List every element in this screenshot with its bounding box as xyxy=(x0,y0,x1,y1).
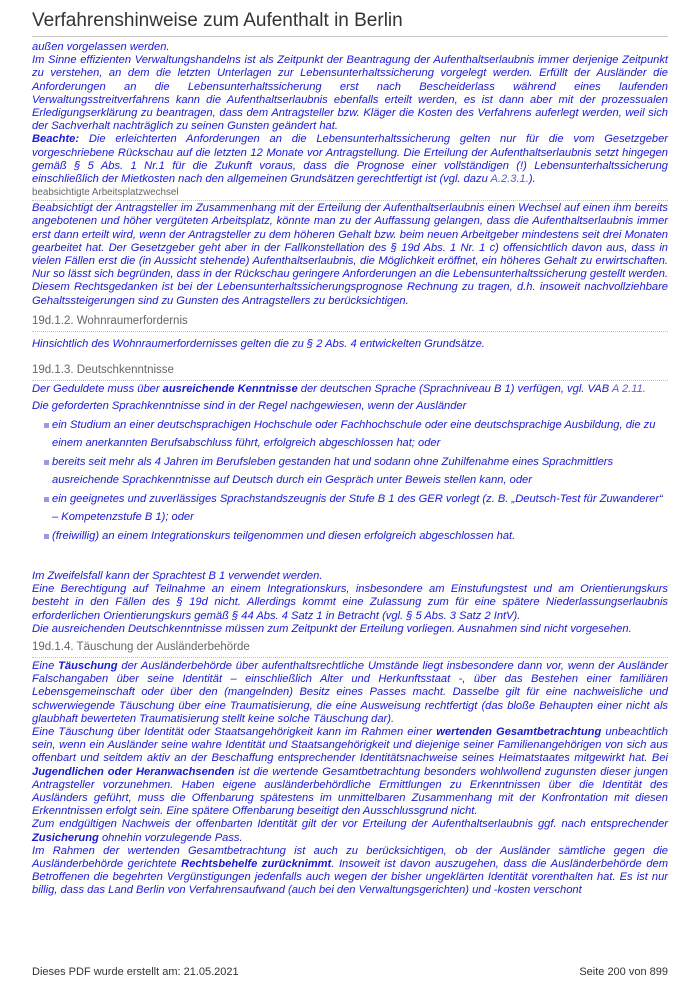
paragraph-text: Eine Täuschung über Identität oder Staatsangehörigkeit kann im Rahmen einer xyxy=(32,726,437,738)
paragraph-beachte xyxy=(32,133,668,186)
list-item: ein geeignetes und zuverlässiges Sprachstandszeugnis der Stufe B 1 des GER vorlegt (z. B. „Deutsch-Test für Zuwanderer“ – Kompetenzstufe B 1); oder xyxy=(44,491,668,526)
paragraph-text: Eine xyxy=(32,659,59,672)
section-heading: 19d.1.3. Deutschkenntnisse xyxy=(32,363,668,381)
bold-text: Rechtsbehelfe zurücknimmt xyxy=(181,858,332,871)
document-body xyxy=(32,41,668,898)
paragraph: Im Sinne effizienten Verwaltungshandelns ist als Zeitpunkt der Beantragung der Aufenthaltserlaubnis immer derjenige Zeitpunkt zu verstehen, an dem die letzten Unterlagen zur Lebensunterhaltssicherung vorgelegt werden. Erfüllt der Ausländer die Anforderungen an die Lebensunterhaltssicherung erst nach Bescheiderlass während eines laufenden Verwaltungsstreitverfahrens kann die Aufenthaltserlaubnis ebenfalls erteilt werden, es ist dann aber mit der prozessualen Erledigungserklärung zu beantragen, dass dem Antragsteller bzw. Kläger die Kosten des Verfahrens auferlegt werden, weil sich der Sachverhalt nachträglich zu seinen Gunsten geändert hat. xyxy=(32,54,668,133)
paragraph xyxy=(32,660,668,726)
paragraph-text: Die erleichterten Anforderungen an die Lebensunterhaltssicherung gelten nur für die vom Gesetzgeber vorgeschriebene Rückschau auf die letzten 12 Monate vor Antragstellung. Die Erteilung der Aufenthaltserlaubnis setzt hingegen gemäß § 5 Abs. 1 Nr.1 für die Zukunft voraus, dass die Prognose einer vollständigen (!) Lebensunterhaltssicherung einschließlich der Mietkosten nach den allgemeinen Grundsätzen gerechtfertigt ist (vgl. dazu xyxy=(32,133,668,186)
paragraph: Die geforderten Sprachkenntnisse sind in der Regel nachgewiesen, wenn der Ausländer xyxy=(32,400,467,413)
page-title: Verfahrenshinweise zum Aufenthalt in Berlin xyxy=(32,10,403,31)
list-item: ein Studium an einer deutschsprachigen Hochschule oder Fachhochschule oder eine deutschsprachige Ausbildung, die zu einem anerkannten Berufsabschluss führt, erfolgreich abgeschlossen hat; oder xyxy=(44,417,668,452)
footer-page-number: Seite 200 von 899 xyxy=(579,966,668,978)
section-heading: 19d.1.4. Täuschung der Ausländerbehörde xyxy=(32,640,668,658)
paragraph xyxy=(32,845,668,898)
page-header xyxy=(32,10,668,37)
beachte-label: Beachte: xyxy=(32,133,80,146)
reference-link[interactable]: A 2.11. xyxy=(611,383,646,396)
paragraph: Im Zweifelsfall kann der Sprachtest B 1 verwendet werden. xyxy=(32,569,323,582)
bold-text: Jugendlichen oder Heranwachsenden xyxy=(32,765,235,778)
paragraph-text: . Insoweit ist davon auszugehen, dass die Ausländerbehörde dem Betroffenen die begehrten Vergünstigungen jedenfalls auch wegen der bisher ungeklärten Identität vorenthalten hat. Es ist nur billig, dass das Land Berlin von Verfahrensaufwand (auch bei den Verwaltungsgerichten) und -kosten verschont xyxy=(32,858,668,897)
paragraph: Eine Berechtigung auf Teilnahme an einem Integrationskurs, insbesondere am Einstufungstest und am Orientierungskurs besteht in den Fällen des § 19d nicht. Allerdings kommt eine Zulassung zum für eine spätere Niederlassungserlaubnis erforderlichen Orientierungskurs gemäß § 44 Abs. 4 Satz 1 in Betracht (vgl. § 5 Abs. 3 Satz 2 IntV). xyxy=(32,583,668,622)
list-item: (freiwillig) an einem Integrationskurs teilgenommen und diesen erfolgreich abgeschlossen hat. xyxy=(44,528,668,546)
paragraph-text: unbeachtlich sein, wenn ein Ausländer seine wahre Identität und Staatsangehörigkeit und diejenige seiner Familienangehörigen von sich aus offenbart und seitdem aktiv an der Beschaffung entsprechender Identitätsnachweise seines Heimatstaates mitgewirkt hat. Bei xyxy=(32,726,668,765)
sub-heading: beabsichtigte Arbeitsplatzwechsel xyxy=(32,186,668,201)
section-heading: 19d.1.2. Wohnraumerfordernis xyxy=(32,314,668,332)
paragraph-text: ). xyxy=(528,173,536,186)
paragraph-text: ist die wertende Gesamtbetrachtung besonders wohlwollend zugunsten dieser jungen Antragsteller vorzunehmen. Haben eigene ausländerbehördliche Ermittlungen zu Erkenntnissen über die Identität des Ausländers geführt, muss die Offenbarung spätestens im unmittelbaren Zusammenhang mit der Konfrontation mit diesen Erkenntnissen erfolgt sein. Eine spätere Offenbarung beseitigt den Ausschlussgrund nicht. xyxy=(32,765,668,818)
bold-text: ausreichende Kenntnisse xyxy=(162,383,298,396)
paragraph xyxy=(32,383,668,396)
paragraph-text: ohnehin vorzulegende Pass. xyxy=(98,831,243,844)
bold-text: Täuschung xyxy=(58,659,118,672)
paragraph-text: der Ausländerbehörde über aufenthaltsrechtliche Umstände liegt insbesondere dann vor, wenn der Ausländer Falschangaben über seine Identität – einschließlich Alter und Herkunftsstaat -, über das Bestehen einer familiären Lebensgemeinschaft oder über den (mangelnden) Besitz eines Passes macht. Dasselbe gilt für eine nachweisliche und schwerwiegende Täuschung über eine Traumatisierung, die eine Ausweisung rechtfertigt (das bloße Behaupten einer nicht als glaubhaft bewerteten Traumatisierung stellt keine solche Täuschung dar). xyxy=(32,659,668,725)
bold-text: wertenden Gesamtbetrachtung xyxy=(436,726,602,738)
paragraph xyxy=(32,818,668,844)
reference-link[interactable]: A.2.3.1. xyxy=(490,173,529,186)
paragraph-text: Der Geduldete muss über xyxy=(32,383,163,396)
paragraph-text: Zum endgültigen Nachweis der offenbarten Identität gilt der vor Erteilung der Aufenthaltserlaubnis ggf. nach entsprechender xyxy=(32,818,668,831)
paragraph xyxy=(32,726,668,818)
paragraph-text: Im Rahmen der wertenden Gesamtbetrachtung ist auch zu berücksichtigen, ob der Ausländer sämtliche gegen die Ausländerbehörde gerichtete xyxy=(32,844,668,871)
bold-text: Zusicherung xyxy=(32,831,99,844)
page-footer xyxy=(32,966,668,978)
paragraph: Hinsichtlich des Wohnraumerfordernisses gelten die zu § 2 Abs. 4 entwickelten Grundsätze. xyxy=(32,337,485,350)
paragraph-text: der deutschen Sprache (Sprachniveau B 1) verfügen, vgl. VAB xyxy=(297,383,612,396)
paragraph: Beabsichtigt der Antragsteller im Zusammenhang mit der Erteilung der Aufenthaltserlaubnis einen Wechsel auf einen ihm bereits angebotenen und höher vergüteten Arbeitsplatz, könnte man zu der Auffassung gelangen, dass die Aufenthaltserlaubnis immer erst dann erteilt wird, wenn der Antragsteller zu dem höheren Gehalt bzw. beim neuen Arbeitgeber mindestens seit drei Monaten gearbeitet hat. Der Gesetzgeber geht aber in der Fallkonstellation des § 19d Abs. 1 Nr. 1 c) offensichtlich davon aus, dass in vielen Fällen erst die (in Aussicht stehende) Aufenthaltserlaubnis, die Möglichkeit eröffnet, ein höheres Gehalt zu erwirtschaften. Nur so lässt sich begründen, dass in der Rückschau geringere Anforderungen an die Lebensunterhaltssicherung gestellt werden. Diesem Rechtsgedanken ist bei der Lebensunterhaltssicherungsprognose Rechnung zu tragen, d.h. insoweit nachvollziehbare Gehaltssteigerungen sind zu Gunsten des Antragstellers zu berücksichtigen. xyxy=(32,202,668,307)
list-item: bereits seit mehr als 4 Jahren im Berufsleben gestanden hat und sodann ohne Zuhilfenahme eines Sprachmittlers ausreichende Sprachkenntnisse auf Deutsch durch ein Gespräch unter Beweis stellen kann, oder xyxy=(44,454,668,489)
paragraph: Die ausreichenden Deutschkenntnisse müssen zum Zeitpunkt der Erteilung vorliegen. Ausnahmen sind nicht vorgesehen. xyxy=(32,622,632,635)
paragraph: außen vorgelassen werden. xyxy=(32,41,170,53)
footer-created-date: Dieses PDF wurde erstellt am: 21.05.2021 xyxy=(32,966,239,978)
requirements-list xyxy=(32,417,668,546)
